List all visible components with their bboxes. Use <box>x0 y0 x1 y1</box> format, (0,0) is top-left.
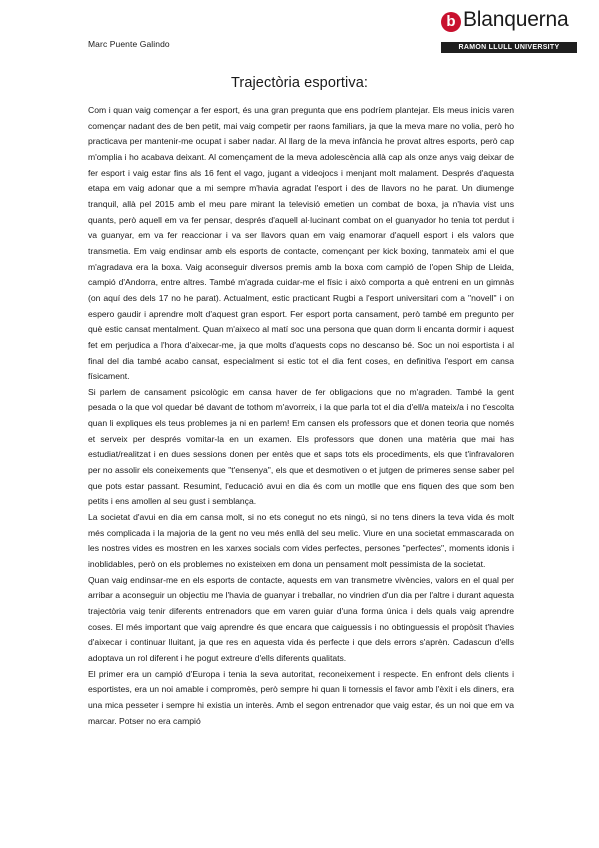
document-title: Trajectòria esportiva: <box>230 75 369 91</box>
paragraph: El primer era un campió d'Europa i tenia la seva autoritat, reconeixement i respecte. En enfront dels clients i esportistes, era un noi amable i compromès, però sempre hi quan li tornessis el favor amb l'èxit i els diners, era una mica pesseter i sempre hi existia un interès. Amb el segon entrenador que vaig estar, és un noi que em va marcar. Potser no era campió <box>88 668 514 726</box>
university-logo <box>441 8 577 57</box>
paragraph: Com i quan vaig començar a fer esport, és una gran pregunta que ens podríem plantejar. Els meus inicis varen començar nadant des de ben petit, mai vaig competir per raons familiars, ja que la meva mare no volia, però ho practicava per mantenir-me ocupat i saber nadar. Al llarg de la meva infància he provat altres esports, però cap m'omplia i ho acabava deixant. Al començament de la meva adolescència allà cap als onze anys vaig deixar de fer esport i vaig estar fins als 16 fent el vago, jugant a videojocs i menjant molt malament. Després d'aquesta etapa em vaig adonar que a mi sempre m'havia agradat l'esport i des de llavors no he parat. Un diumenge tranquil, allà pel 2015 amb el meu pare mirant la televisió emetien un combat de boxa, ja n'havia vist uns quants, però aquell em va fer pensar, després d'aquell al·lucinant combat on el guanyador ho tenia tot perdut i va guanyar, em va fer reaccionar i va ser llavors quan em vaig enamorar d'aquell esport i els valors que transmetia. Em vaig endinsar amb els esports de contacte, començant per kick boxing, tanmateix ami el que m'agradava era la boxa. Vaig aconseguir diversos premis amb la boxa com campió de l'open Ship de Lleida, campió d'Andorra, entre altres. També m'agrada cuidar-me el físic i això comporta a què entreni en un gimnàs (on aquí des dels 17 no he parat). Actualment, estic practicant Rugbi a l'esport universitari com a "novell" i on espero gaudir i aprendre molt d'aquest gran esport. Fer esport porta cansament, però també em pregunto per què estic cansat mentalment. Quan m'aixeco al matí soc una persona que quan dorm li encanta dormir i aquest fet em perjudica a l'hora d'aixecar-me, ja que molts d'aquests cops no descanso bé. Soc un noi esportista i al final del dia també acabo cansat, especialment si estic tot el dia fent coses, en definitiva l'esport em cansa físicament. <box>88 105 514 382</box>
document-body <box>88 103 514 729</box>
logo-mark-icon <box>441 12 461 32</box>
author-name: Marc Puente Galindo <box>88 39 170 49</box>
paragraph: Quan vaig endinsar-me en els esports de contacte, aquests em van transmetre vivències, valors en el qual per arribar a aconseguir un objectiu me l'havia de guanyar i treballar, no vindrien d'un dia per l'altre i durant aquesta trajectòria vaig tenir diferents entrenadors que em varen guiar d'una forma única i dels quals vaig aprendre coses. El més important que vaig aprendre és que encara que caiguessis i no obtinguessis el propòsit t'havies d'aixecar i continuar lluitant, ja que res en aquesta vida és perfecte i que dels errors s'aprèn. Cadascun d'ells adoptava un rol diferent i he pogut extreure d'ells diferents qualitats. <box>88 574 514 663</box>
logo-tagline: RAMON LLULL UNIVERSITY <box>441 42 577 53</box>
logo-mark-letter: b <box>446 13 456 30</box>
logo-wordmark: Blanquerna <box>463 8 569 31</box>
paragraph: La societat d'avui en dia em cansa molt, si no ets conegut no ets ningú, si no tens diners la teva vida és molt més complicada i la majoria de la gent no veu més enllà del seu melic. Viure en una societat emmascarada on les nostres vides es mostren en les xarxes socials com vides perfectes, persones "perfectes", moments idonis i inoblidables, però on els problemes no existeixen em dona un pensament molt pessimista de la societat. <box>88 512 514 570</box>
paragraph: Si parlem de cansament psicològic em cansa haver de fer obligacions que no m'agraden. També la gent pesada o la que vol quedar bé davant de tothom m'avorreix, i la que parla tot el dia d'ell/a mateix/a i no t'escolta quan li expliques els teus problemes ja ni en parlem! Em cansen els professors que et donen teoria que només et serveix per després vomitar-la en un examen. Els professors que donen una matèria que mai has estudiat/realitzat i en dues sessions donen per entès que et saps tots els procediments, els que t'infravaloren per no assolir els coneixements que "t'ensenya", els que et desmotiven o et jutgen de primeres sense saber pel que pots estar passant. Resumint, l'educació avui en dia és com un motlle que ens fiquen des que som ben petits i ens amollen al seu gust i semblança. <box>88 386 514 507</box>
